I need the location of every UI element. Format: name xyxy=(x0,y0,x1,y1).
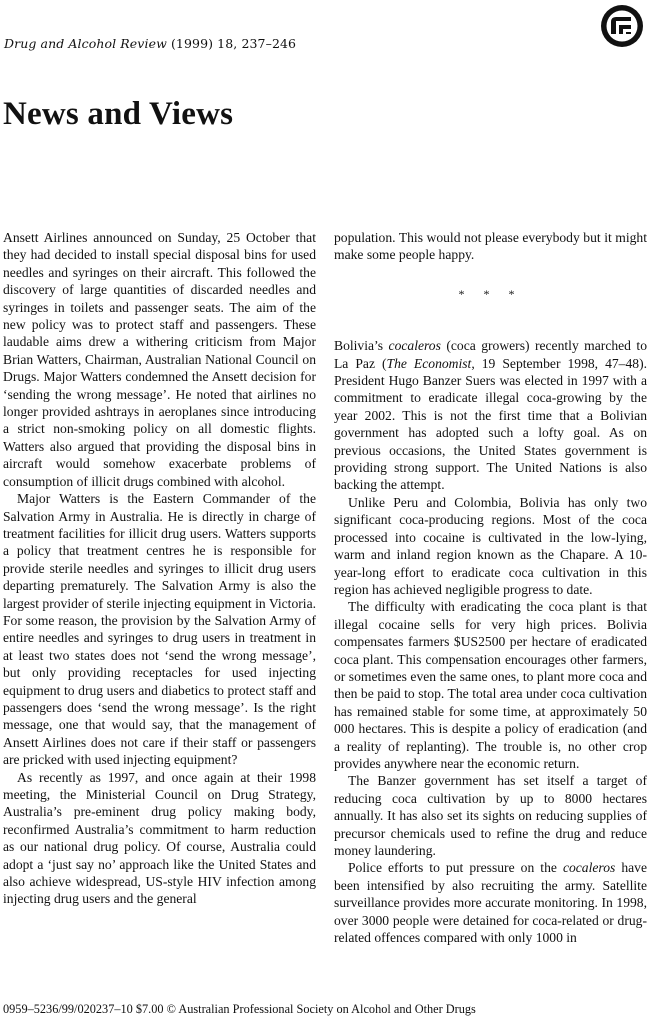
text-run: (coca growers) recently marched to La Paz ( xyxy=(334,338,647,371)
journal-citation-header xyxy=(4,36,296,51)
publisher-seal-icon xyxy=(600,4,644,48)
left-column xyxy=(3,229,316,908)
paragraph: As recently as 1997, and once again at their 1998 meeting, the Ministerial Council on Drug Strategy, Australia’s pre-eminent drug policy making body, reconfirmed Australia’s commitment to harm reduction as our national drug policy. Of course, Australia could adopt a ‘just say no’ approach like the United States and also achieve widespread, US-style HIV infection among injecting drug users and the general xyxy=(3,769,316,907)
paragraph: Ansett Airlines announced on Sunday, 25 October that they had decided to install special disposal bins for used needles and syringes on their aircraft. This followed the discovery of large quantities of discarded needles and syringes in toilets and passenger seats. The aim of the new policy was to protect staff and passengers. These laudable aims drew a withering criticism from Major Brian Watters, Chairman, Australian National Council on Drugs. Major Watters condemned the Ansett decision for ‘sending the wrong message’. He noted that airlines no longer provided ashtrays in aeroplanes since introducing a strict non-smoking policy on all domestic flights. Watters also argued that providing the disposal bins in aircraft would somehow exacerbate problems of consumption of illicit drugs combined with alcohol. xyxy=(3,230,316,489)
italic-term: cocaleros xyxy=(562,860,616,876)
paragraph: The Banzer government has set itself a target of reducing coca cultivation by up to 8000 hectares annually. It has also set its sights on reducing supplies of precursor chemicals used to refine the drug and reduce money laundering. xyxy=(334,773,647,858)
paragraph xyxy=(334,337,647,494)
italic-term: cocaleros xyxy=(388,338,441,354)
right-column xyxy=(334,229,647,946)
italic-source: The Economist xyxy=(386,355,472,371)
paragraph: Major Watters is the Eastern Commander of the Salvation Army in Australia. He is directly in charge of treatment facilities for illicit drug users. Watters supports a policy that treatment centres he is responsible for provide sterile needles and syringes to illicit drug users departing prematurely. The Salvation Army is also the largest provider of sterile injecting equipment in Victoria. For some reason, the provision by the Salvation Army of entire needles and syringes to drug users in treatment in at least two states does not ‘send the wrong message’, but only providing receptacles for used injecting equipment to drug users and diabetics to protect staff and passengers does ‘send the wrong message’. Is the right message, one that would say, that the management of Ansett Airlines does not care if their staff or passengers are pricked with used injecting equipment? xyxy=(3,491,316,768)
text-run: , 19 September 1998, 47–48). President Hugo Banzer Suers was elected in 1997 with a commitment to eradicate illegal coca-growing by the year 2002. This is not the first time that a Bolivian government has adopted such a lofty goal. As on previous occasions, the United States government is providing strong support. The United Nations is also backing the attempt. xyxy=(334,355,647,493)
text-run: Police efforts to put pressure on the xyxy=(348,860,563,876)
text-run: have been intensified by also recruiting the army. Satellite surveillance provides more accurate monitoring. In 1998, over 3000 people were detained for coca-related or drug-related offences compared with only 1000 in xyxy=(334,860,647,946)
text-run: Bolivia’s xyxy=(334,338,389,354)
paragraph: The difficulty with eradicating the coca plant is that illegal cocaine sells for very high prices. Bolivia compensates farmers $US2500 per hectare of eradicated coca plant. This compensation encourages other farmers, or sometimes even the same ones, to plant more coca and then be paid to stop. The total area under coca cultivation has remained stable for some time, at approximately 50 000 hectares. This is despite a policy of eradication (and a reality of replanting). The trouble is, no other crop provides anywhere near the economic return. xyxy=(334,599,647,771)
journal-name: Drug and Alcohol Review xyxy=(4,36,167,51)
paragraph: Unlike Peru and Colombia, Bolivia has only two significant coca-producing regions. Most of the coca processed into cocaine is cultivated in the low-lying, warm and inland region known as the Chapare. A 10-year-long effort to eradicate coca cultivation in this region has achieved negligible progress to date. xyxy=(334,494,647,597)
copyright-footer: 0959–5236/99/020237–10 $7.00 © Australian Professional Society on Alcohol and Other Drugs xyxy=(3,1002,476,1016)
paragraph xyxy=(334,859,647,946)
volume-pages: (1999) 18, 237–246 xyxy=(166,36,297,51)
section-title: News and Views xyxy=(3,96,234,132)
paragraph: population. This would not please everybody but it might make some people happy. xyxy=(334,230,647,263)
section-separator: * * * xyxy=(458,286,523,301)
